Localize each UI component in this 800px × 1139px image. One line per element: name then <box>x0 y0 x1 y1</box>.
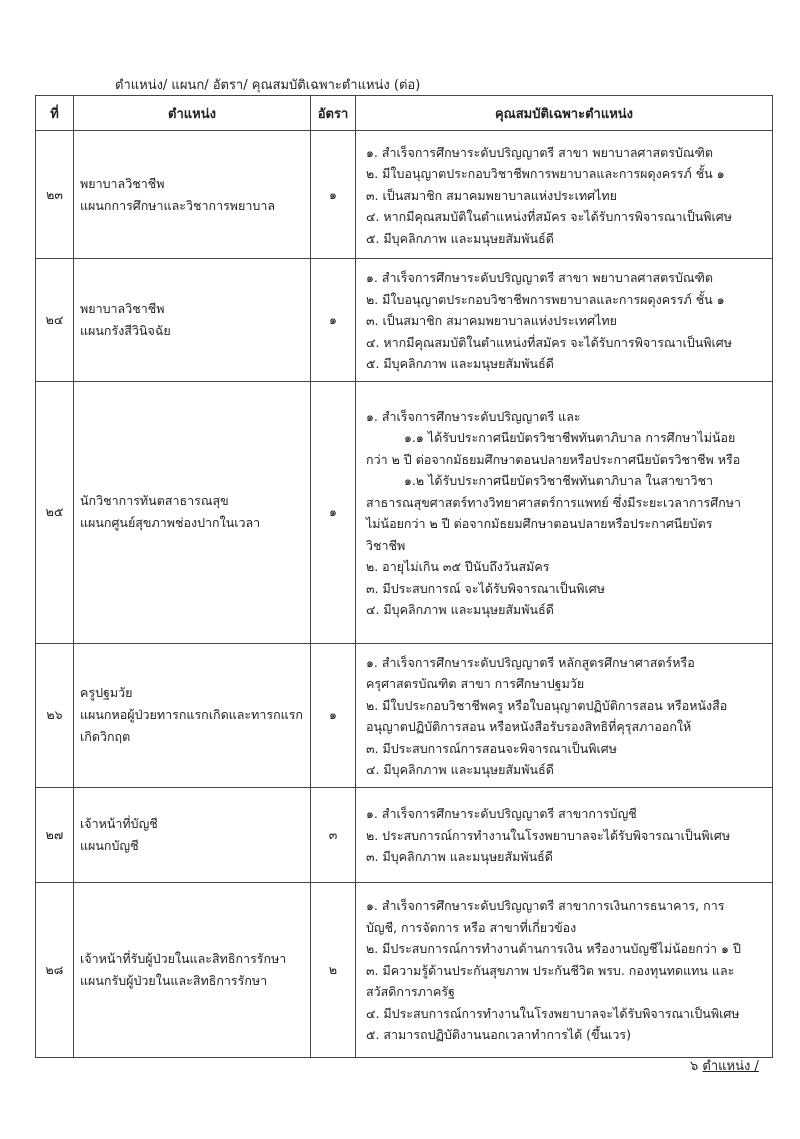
qualification-line: ๓. มีประสบการณ์ จะได้รับพิจารณาเป็นพิเศษ <box>366 580 605 596</box>
qualification-line: ๓. เป็นสมาชิก สมาคมพยาบาลแห่งประเทศไทย <box>366 313 617 328</box>
position-cell <box>74 787 311 882</box>
department-name: แผนกหอผู้ป่วยทารกแรกเกิดและทารกแรกเกิดวิกฤต <box>80 707 303 744</box>
rate-cell: ๑ <box>311 381 356 643</box>
document-title: ตำแหน่ง/ แผนก/ อัตรา/ คุณสมบัติเฉพาะตำแหน่ง (ต่อ) <box>115 78 421 93</box>
qualification-line: ๔. มีประสบการณ์การทำงานในโรงพยาบาลจะได้รับพิจารณาเป็นพิเศษ <box>366 1005 740 1021</box>
qualification-line: ๑. สำเร็จการศึกษาระดับปริญญาตรี สาขาการบัญชี <box>366 806 637 822</box>
qualification-line: ครุศาสตรบัณฑิต สาขา การศึกษาปฐมวัย <box>366 676 585 691</box>
position-cell <box>74 131 311 259</box>
department-name: แผนกศูนย์สุขภาพช่องปากในเวลา <box>80 515 261 530</box>
qualification-line: ๔. มีบุคลิกภาพ และมนุษยสัมพันธ์ดี <box>366 762 554 777</box>
qualification-line: ๓. เป็นสมาชิก สมาคมพยาบาลแห่งประเทศไทย <box>366 187 617 203</box>
qualification-line: ๒. มีใบอนุญาตประกอบวิชาชีพการพยาบาลและการผดุงครรภ์ ชั้น ๑ <box>366 291 725 307</box>
position-title: พยาบาลวิชาชีพ <box>80 300 165 316</box>
rate-cell: ๓ <box>311 787 356 882</box>
department-name: แผนกบัญชี <box>80 837 139 853</box>
qualification-line: ๑. สำเร็จการศึกษาระดับปริญญาตรี สาขา พยาบาลศาสตรบัณฑิต <box>366 270 713 285</box>
page-footer <box>690 1055 759 1076</box>
position-cell <box>74 882 311 1057</box>
qualification-line: กว่า ๒ ปี ต่อจากมัธยมศึกษาตอนปลายหรือประกาศนียบัตรวิชาชีพ หรือ <box>366 451 741 467</box>
qualification-line: สวัสดิการภาครัฐ <box>366 984 455 1000</box>
rate-cell: ๑ <box>311 131 356 259</box>
row-number: ๒๕ <box>36 381 74 643</box>
department-name: แผนกการศึกษาและวิชาการพยาบาล <box>80 197 276 213</box>
table-row <box>36 131 773 259</box>
qualification-line: ๒. มีใบอนุญาตประกอบวิชาชีพการพยาบาลและการผดุงครรภ์ ชั้น ๑ <box>366 166 725 182</box>
position-cell <box>74 259 311 382</box>
qualification-line: ๕. มีบุคลิกภาพ และมนุษยสัมพันธ์ดี <box>366 356 554 371</box>
header-rate: อัตรา <box>311 96 356 131</box>
qualification-line: ๒. มีใบประกอบวิชาชีพครู หรือใบอนุญาตปฏิบัติการสอน หรือหนังสือ <box>366 697 728 713</box>
qualification-line: ๒. ประสบการณ์การทำงานในโรงพยาบาลจะได้รับพิจารณาเป็นพิเศษ <box>366 827 731 843</box>
table-row <box>36 643 773 787</box>
row-number: ๒๘ <box>36 882 74 1057</box>
position-title: ครูปฐมวัย <box>80 685 133 700</box>
qualification-line: ๔. หากมีคุณสมบัติในตำแหน่งที่สมัคร จะได้รับการพิจารณาเป็นพิเศษ <box>366 334 732 350</box>
qualifications-cell <box>356 259 773 382</box>
qualification-line: ๔. มีบุคลิกภาพ และมนุษยสัมพันธ์ดี <box>366 602 554 617</box>
qualification-line: อนุญาตปฏิบัติการสอน หรือหนังสือรับรองสิทธิที่คุรุสภาออกให้ <box>366 719 692 734</box>
header-qualifications: คุณสมบัติเฉพาะตำแหน่ง <box>356 96 773 131</box>
position-title: เจ้าหน้าที่รับผู้ป่วยในและสิทธิการรักษา <box>80 950 287 966</box>
row-number: ๒๖ <box>36 643 74 787</box>
table-row <box>36 787 773 882</box>
department-name: แผนกรับผู้ป่วยในและสิทธิการรักษา <box>80 972 268 988</box>
positions-table <box>35 95 773 1058</box>
qualification-line: ๑. สำเร็จการศึกษาระดับปริญญาตรี และ <box>366 408 581 424</box>
rate-cell: ๑ <box>311 259 356 382</box>
qualification-line: วิชาชีพ <box>366 537 406 553</box>
header-no: ที่ <box>36 96 74 131</box>
position-title: พยาบาลวิชาชีพ <box>80 175 165 191</box>
qualification-line: ๒. มีประสบการณ์การทำงานด้านการเงิน หรืองานบัญชีไม่น้อยกว่า ๑ ปี <box>366 941 741 957</box>
table-row <box>36 882 773 1057</box>
qualifications-cell <box>356 787 773 882</box>
footer-page-number: ๖ <box>690 1059 699 1074</box>
row-number: ๒๔ <box>36 259 74 382</box>
qualification-line: ๔. หากมีคุณสมบัติในตำแหน่งที่สมัคร จะได้รับการพิจารณาเป็นพิเศษ <box>366 209 732 225</box>
qualifications-cell <box>356 882 773 1057</box>
qualification-line: สาธารณสุขศาสตร์ทางวิทยาศาสตร์การแพทย์ ซึ่งมีระยะเวลาการศึกษา <box>366 494 742 510</box>
qualification-line: บัญชี, การจัดการ หรือ สาขาที่เกี่ยวข้อง <box>366 919 577 935</box>
department-name: แผนกรังสีวินิจฉัย <box>80 322 171 338</box>
qualification-line: ๑.๒ ได้รับประกาศนียบัตรวิชาชีพทันตาภิบาล ในสาขาวิชา <box>404 473 714 488</box>
qualification-line: ไม่น้อยกว่า ๒ ปี ต่อจากมัธยมศึกษาตอนปลายหรือประกาศนียบัตร <box>366 516 713 531</box>
qualification-line: ๑. สำเร็จการศึกษาระดับปริญญาตรี หลักสูตรศึกษาศาสตร์หรือ <box>366 654 695 670</box>
position-cell <box>74 643 311 787</box>
row-number: ๒๗ <box>36 787 74 882</box>
header-position: ตำแหน่ง <box>74 96 311 131</box>
qualification-line: ๕. มีบุคลิกภาพ และมนุษยสัมพันธ์ดี <box>366 230 554 246</box>
table-row <box>36 259 773 382</box>
position-title: เจ้าหน้าที่บัญชี <box>80 815 158 831</box>
qualification-line: ๒. อายุไม่เกิน ๓๕ ปีนับถึงวันสมัคร <box>366 559 550 574</box>
qualification-line: ๑.๑ ได้รับประกาศนียบัตรวิชาชีพทันตาภิบาล การศึกษาไม่น้อย <box>404 430 736 445</box>
table-row <box>36 381 773 643</box>
row-number: ๒๓ <box>36 131 74 259</box>
position-title: นักวิชาการทันตสาธารณสุข <box>80 493 229 508</box>
qualification-line: ๓. มีความรู้ด้านประกันสุขภาพ ประกันชีวิต พรบ. กองทุนทดแทน และ <box>366 962 735 978</box>
position-cell <box>74 381 311 643</box>
qualification-line: ๓. มีประสบการณ์การสอนจะพิจารณาเป็นพิเศษ <box>366 740 617 756</box>
qualifications-cell <box>356 131 773 259</box>
qualification-line: ๕. สามารถปฏิบัติงานนอกเวลาทำการได้ (ขึ้นเวร) <box>366 1027 632 1043</box>
qualification-line: ๓. มีบุคลิกภาพ และมนุษยสัมพันธ์ดี <box>366 849 553 865</box>
table-header <box>36 96 773 131</box>
rate-cell: ๑ <box>311 643 356 787</box>
footer-continuation: ตำแหน่ง / <box>702 1059 759 1074</box>
qualifications-cell <box>356 643 773 787</box>
qualification-line: ๑. สำเร็จการศึกษาระดับปริญญาตรี สาขาการเงินการธนาคาร, การ <box>366 898 725 914</box>
qualifications-cell <box>356 381 773 643</box>
rate-cell: ๒ <box>311 882 356 1057</box>
qualification-line: ๑. สำเร็จการศึกษาระดับปริญญาตรี สาขา พยาบาลศาสตรบัณฑิต <box>366 144 713 160</box>
